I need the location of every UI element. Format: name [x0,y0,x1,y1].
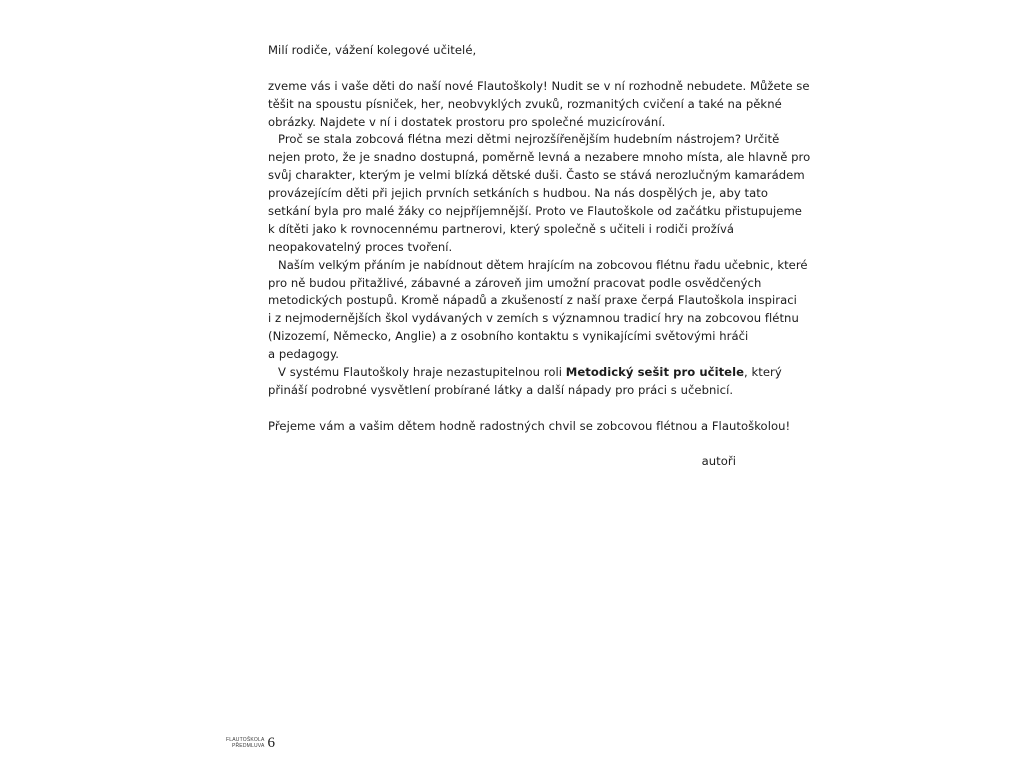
text-line: přináší podrobné vysvětlení probírané látky a další nápady pro práci s učebnicí. [268,382,734,397]
text-line: svůj charakter, kterým je velmi blízká dětské duši. Často se stává nerozlučným kamarádem [268,168,805,183]
letter-body [268,42,811,471]
text-line: i z nejmodernějších škol vydávaných v zemích s významnou tradicí hry na zobcovou flétnu [268,311,799,326]
text-line: nejen proto, že je snadno dostupná, poměrně levná a nezabere mnoho místa, ale hlavně pro [268,150,811,165]
text-line [268,364,782,382]
paragraph-gap [268,60,746,78]
text-line: a pedagogy. [268,347,340,362]
text-line: pro ně budou přitažlivé, zábavné a zároveň jim umožní pracovat podle osvědčených [268,275,762,290]
text-line: setkání byla pro malé žáky co nejpříjemnější. Proto ve Flautoškole od začátku přistupujeme [268,204,802,219]
footer-brand-title: FLAUTOŠKOLA [226,737,265,743]
text-line: těšit na spoustu písniček, her, neobvyklých zvuků, rozmanitých cvičení a také na pěkné [268,96,782,111]
text-line: zveme vás i vaše děti do naší nové Flautoškoly! Nudit se v ní rozhodně nebudete. Můžete se [268,78,810,93]
closing-line: Přejeme vám a vašim dětem hodně radostných chvil se zobcovou flétnou a Flautoškolou! [268,418,791,433]
paragraph-gap [268,436,746,454]
page-number: 6 [267,735,276,751]
text-line: Naším velkým přáním je nabídnout dětem hrajícím na zobcovou flétnu řadu učebnic, které [278,257,808,272]
salutation: Milí rodiče, vážení kolegové učitelé, [268,43,477,57]
page-footer [226,734,275,752]
paragraph-our-wish [268,257,808,364]
footer-brand [226,737,265,749]
text-line: neopakovatelný proces tvoření. [268,239,453,254]
text-line: provázejícím děti při jejich prvních setkáních s hudbou. Na nás dospělých je, aby tato [268,186,769,201]
paragraph-invitation [268,78,810,132]
text-line: Proč se stala zobcová flétna mezi dětmi nejrozšířenějším hudebním nástrojem? Určitě [278,132,780,147]
footer-section-name: PŘEDMLUVA [231,743,265,749]
signature: autoři [701,454,736,469]
text-line: metodických postupů. Kromě nápadů a zkušeností z naší praxe čerpá Flautoškola inspiraci [268,293,797,308]
paragraph-gap [268,400,746,418]
paragraph-methodology [268,364,782,400]
book-title-emphasis: Metodický sešit pro učitele [565,365,745,380]
text-line: (Nizozemí, Německo, Anglie) a z osobního kontaktu s vynikajícími světovými hráči [268,329,749,344]
paragraph-why-recorder [268,131,811,256]
text-fragment: , který [744,365,782,380]
text-line: obrázky. Najdete v ní i dostatek prostoru pro společné muzicírování. [268,114,666,129]
text-line: k dítěti jako k rovnocennému partnerovi, který společně s učiteli i rodiči prožívá [268,221,735,236]
text-fragment: V systému Flautoškoly hraje nezastupitelnou roli [278,365,566,380]
